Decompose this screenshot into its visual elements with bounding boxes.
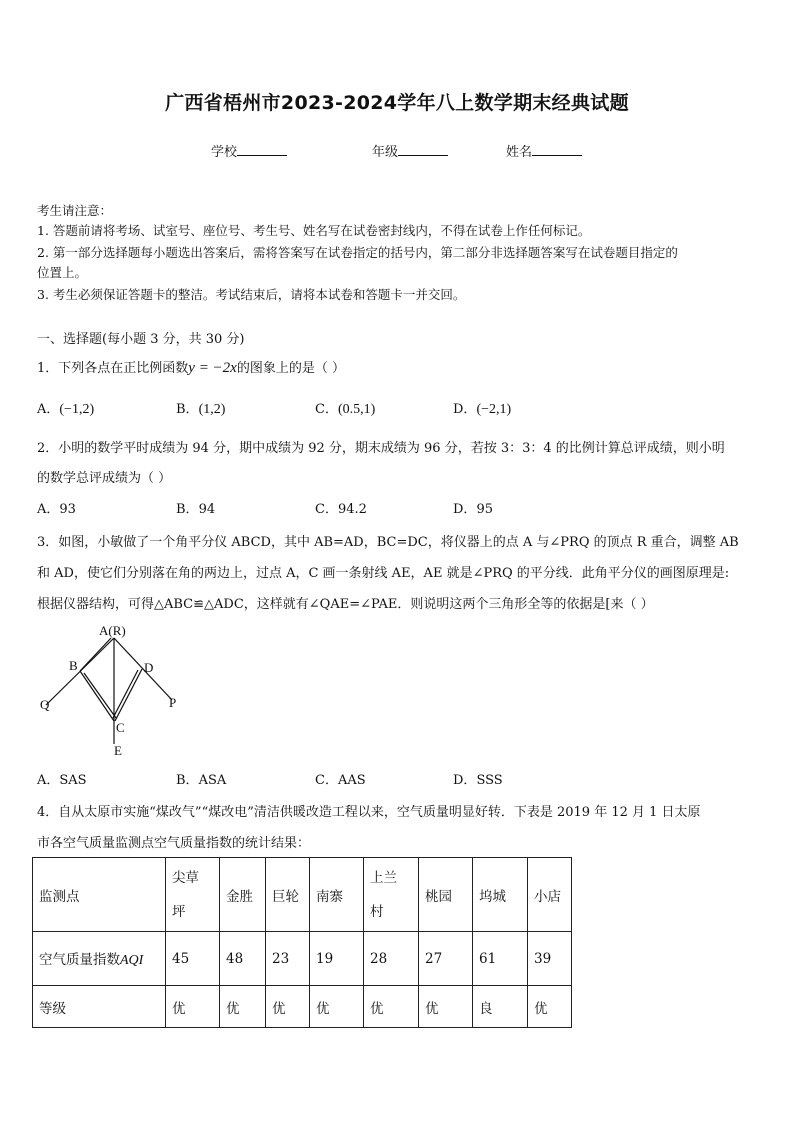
- grade-cell: 优: [364, 986, 419, 1028]
- grade-cell: 优: [528, 986, 572, 1028]
- option-label: B．: [176, 502, 199, 517]
- question-1-suffix: 的图象上的是（ ）: [236, 361, 345, 376]
- station-cell: 桃园: [419, 858, 473, 932]
- name-blank[interactable]: [532, 144, 582, 156]
- grade-cell: 优: [220, 986, 266, 1028]
- grade-blank[interactable]: [398, 144, 448, 156]
- aqi-symbol: AQI: [120, 953, 144, 968]
- question-3-line-2: 和 AD，使它们分别落在角的两边上，过点 A，C 画一条射线 AE，AE 就是∠PRQ 的平分线．此角平分仪的画图原理是:: [37, 566, 730, 581]
- aqi-cell: 45: [166, 932, 220, 986]
- grade-cell: 优: [310, 986, 364, 1028]
- question-4-line-1: 4．自从太原市实施“煤改气”“煤改电”清洁供暖改造工程以来，空气质量明显好转．下表是 2019 年 12 月 1 日太原: [37, 805, 701, 820]
- segment-bc-inner: [84, 673, 116, 718]
- question-3-line-1: 3．如图，小敏做了一个角平分仪 ABCD，其中 AB=AD，BC=DC，将仪器上的点 A 与∠PRQ 的顶点 R 重合，调整 AB: [37, 535, 739, 550]
- station-name: 尖草坪: [172, 869, 199, 920]
- option-value: 95: [476, 502, 493, 517]
- segment-dc-inner: [113, 670, 138, 718]
- station-name: 上兰村: [370, 869, 397, 920]
- label-d: D: [144, 660, 154, 675]
- notice-item-2-cont: 位置上。: [37, 265, 88, 280]
- question-2-option-c[interactable]: [315, 498, 367, 517]
- option-value: (1,2): [198, 402, 226, 417]
- grade-cell: 良: [473, 986, 528, 1028]
- aqi-cell: 19: [310, 932, 364, 986]
- label-e: E: [114, 743, 122, 758]
- option-label: C．: [315, 402, 338, 417]
- school-blank[interactable]: [237, 144, 287, 156]
- question-1-option-a[interactable]: [37, 398, 94, 418]
- segment-dc: [115, 669, 142, 721]
- school-field: [211, 141, 287, 160]
- aqi-cell: 28: [364, 932, 419, 986]
- notice-item-1: 1. 答题前请将考场、试室号、座位号、考生号、姓名写在试卷密封线内，不得在试卷上作任何标记。: [37, 223, 591, 238]
- question-1-option-b[interactable]: [176, 398, 225, 418]
- grade-cell: 优: [266, 986, 310, 1028]
- aqi-cell: 23: [266, 932, 310, 986]
- option-label: B．: [176, 773, 199, 788]
- question-3-line-3: 根据仪器结构，可得△ABC≌△ADC，这样就有∠QAE=∠PAE．则说明这两个三角形全等的依据是[来（ ）: [37, 597, 654, 612]
- aqi-cell: 39: [528, 932, 572, 986]
- option-value: SAS: [59, 773, 87, 788]
- label-q: Q: [40, 697, 50, 712]
- station-cell: 南寨: [310, 858, 364, 932]
- label-p: P: [169, 695, 177, 710]
- station-cell: 小店: [528, 858, 572, 932]
- grade-cell: 优: [166, 986, 220, 1028]
- grade-field: [372, 141, 448, 160]
- table-row: [33, 986, 572, 1028]
- question-3-option-c[interactable]: [315, 769, 366, 788]
- option-value: (0.5,1): [337, 402, 376, 417]
- question-3-option-a[interactable]: [37, 769, 87, 788]
- option-value: 93: [59, 502, 76, 517]
- question-1-stem: [37, 357, 345, 377]
- segment-bc: [80, 671, 114, 721]
- option-label: C．: [315, 502, 338, 517]
- station-cell: [166, 858, 220, 932]
- school-label: 学校: [211, 145, 238, 160]
- station-cell: 坞城: [473, 858, 528, 932]
- question-1-option-c[interactable]: [315, 398, 375, 418]
- angle-bisector-figure: [36, 620, 186, 760]
- label-c: C: [116, 720, 125, 735]
- option-value: 94: [198, 502, 216, 517]
- grade-cell: 优: [419, 986, 473, 1028]
- option-label: A．: [37, 402, 60, 417]
- question-1-formula: y = −2x: [188, 360, 237, 376]
- row-header-aqi: [33, 932, 166, 986]
- option-value: SSS: [476, 773, 503, 788]
- table-row: [33, 858, 572, 932]
- option-value: ASA: [198, 773, 227, 788]
- station-cell: [364, 858, 419, 932]
- question-3-option-b[interactable]: [176, 769, 226, 788]
- option-label: D．: [453, 402, 477, 417]
- notice-item-3: 3. 考生必须保证答题卡的整洁。考试结束后，请将本试卷和答题卡一并交回。: [37, 287, 466, 302]
- option-label: D．: [453, 502, 477, 517]
- section-heading: 一、选择题(每小题 3 分，共 30 分): [37, 332, 245, 347]
- label-b: B: [69, 658, 78, 673]
- question-2-line-1: 2．小明的数学平时成绩为 94 分，期中成绩为 92 分，期末成绩为 96 分，若按 3：3：4 的比例计算总评成绩，则小明: [37, 441, 725, 456]
- notice-item-2: 2. 第一部分选择题每小题选出答案后，需将答案写在试卷指定的括号内，第二部分非选择题答案写在试卷题目指定的: [37, 245, 678, 260]
- option-label: A．: [37, 773, 60, 788]
- station-cell: 金胜: [220, 858, 266, 932]
- station-cell: 巨轮: [266, 858, 310, 932]
- label-a: A(R): [99, 623, 126, 638]
- row-header-grade: 等级: [33, 986, 166, 1028]
- aqi-cell: 48: [220, 932, 266, 986]
- name-label: 姓名: [506, 145, 533, 160]
- question-2-option-d[interactable]: [453, 498, 493, 517]
- aqi-table: [32, 857, 572, 1028]
- ray-ap: [114, 638, 172, 700]
- option-value: 94.2: [337, 502, 367, 517]
- option-label: A．: [37, 502, 60, 517]
- row-header-station: 监测点: [33, 858, 166, 932]
- grade-label: 年级: [372, 145, 399, 160]
- aqi-cell: 61: [473, 932, 528, 986]
- page-title: 广西省梧州市2023-2024学年八上数学期末经典试题: [165, 92, 629, 114]
- option-label: B．: [176, 402, 199, 417]
- option-value: (−2,1): [476, 402, 512, 417]
- option-value: (−1,2): [59, 402, 95, 417]
- question-3-option-d[interactable]: [453, 769, 503, 788]
- table-row: [33, 932, 572, 986]
- question-2-option-b[interactable]: [176, 498, 215, 517]
- aqi-cell: 27: [419, 932, 473, 986]
- option-label: C．: [315, 773, 338, 788]
- aqi-label: 空气质量指数: [39, 952, 120, 968]
- name-field: [506, 141, 582, 160]
- segment-ab-inner: [80, 638, 111, 671]
- question-2-option-a[interactable]: [37, 498, 76, 517]
- notice-heading: 考生请注意：: [37, 203, 113, 218]
- option-label: D．: [453, 773, 477, 788]
- question-1-option-d[interactable]: [453, 398, 511, 418]
- option-value: AAS: [337, 773, 366, 788]
- question-1-prefix: 1．下列各点在正比例函数: [37, 361, 189, 376]
- question-2-line-2: 的数学总评成绩为（ ）: [37, 471, 172, 486]
- question-4-line-2: 市各空气质量监测点空气质量指数的统计结果：: [37, 836, 311, 851]
